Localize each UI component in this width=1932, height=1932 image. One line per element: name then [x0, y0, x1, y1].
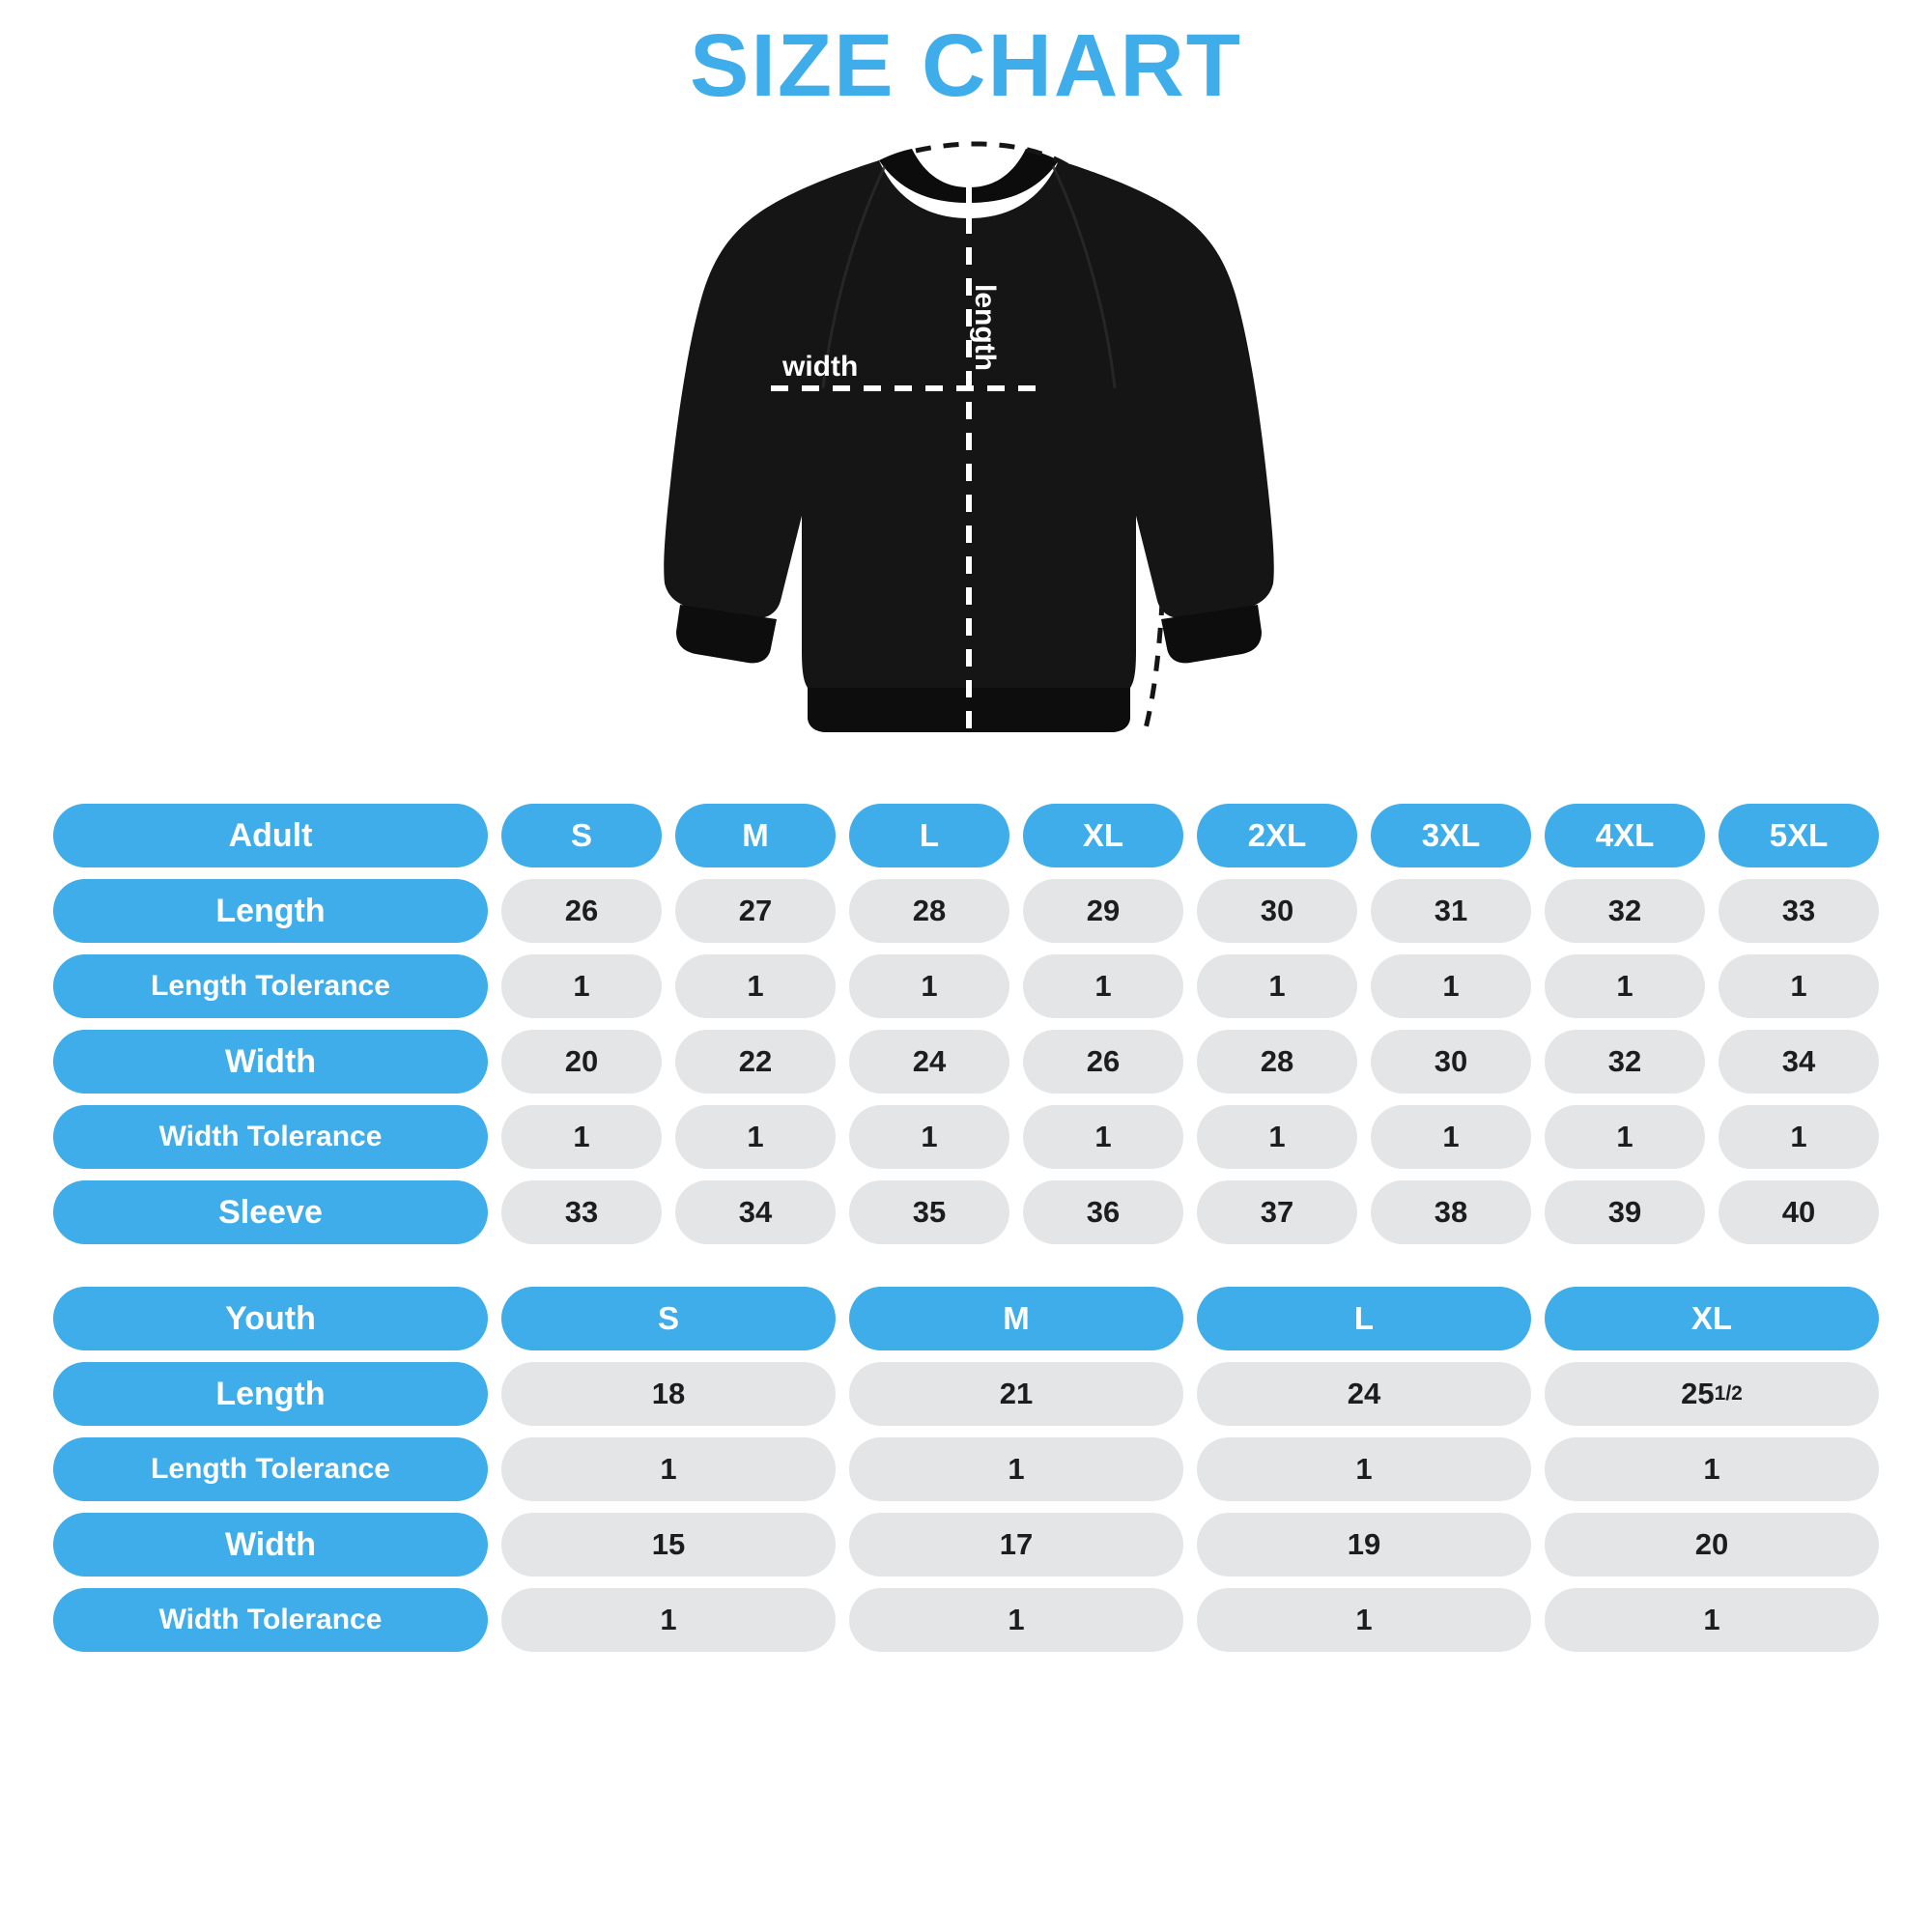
table-cell: 1 [1545, 1437, 1879, 1501]
table-cell: 1 [1371, 954, 1531, 1018]
column-header: XL [1545, 1287, 1879, 1350]
table-cell: 1 [1719, 1105, 1879, 1169]
table-cell: 17 [849, 1513, 1183, 1577]
table-row [53, 1105, 1879, 1169]
row-label: Width [53, 1030, 488, 1094]
youth-size-table [53, 1287, 1879, 1652]
table-cell: 27 [675, 879, 836, 943]
length-label: length [969, 284, 1001, 371]
adult-header-row [53, 804, 1879, 867]
row-label: Length [53, 1362, 488, 1426]
table-cell: 35 [849, 1180, 1009, 1244]
table-cell: 34 [675, 1180, 836, 1244]
column-header: 5XL [1719, 804, 1879, 867]
table-row [53, 1180, 1879, 1244]
sweatshirt-diagram [657, 129, 1275, 767]
youth-table-label: Youth [53, 1287, 488, 1350]
row-values [501, 1362, 1879, 1426]
row-label: Width [53, 1513, 488, 1577]
column-header: 4XL [1545, 804, 1705, 867]
table-cell: 30 [1197, 879, 1357, 943]
table-cell: 31 [1371, 879, 1531, 943]
table-cell: 1 [1719, 954, 1879, 1018]
table-cell: 1 [1545, 1588, 1879, 1652]
garment-illustration [53, 118, 1879, 794]
table-row [53, 954, 1879, 1018]
row-values [501, 1513, 1879, 1577]
table-cell: 1 [849, 1105, 1009, 1169]
adult-size-columns [501, 804, 1879, 867]
table-cell: 15 [501, 1513, 836, 1577]
table-cell: 32 [1545, 879, 1705, 943]
column-header: XL [1023, 804, 1183, 867]
table-cell: 38 [1371, 1180, 1531, 1244]
table-cell: 18 [501, 1362, 836, 1426]
table-row [53, 1030, 1879, 1094]
row-label: Sleeve [53, 1180, 488, 1244]
table-cell: 1 [1197, 1105, 1357, 1169]
table-cell: 26 [1023, 1030, 1183, 1094]
table-cell-fraction: 25 1/2 [1545, 1362, 1879, 1426]
row-label: Width Tolerance [53, 1105, 488, 1169]
table-cell: 1 [501, 1105, 662, 1169]
table-cell: 28 [849, 879, 1009, 943]
table-cell: 32 [1545, 1030, 1705, 1094]
table-cell: 34 [1719, 1030, 1879, 1094]
table-cell: 1 [849, 954, 1009, 1018]
row-label: Width Tolerance [53, 1588, 488, 1652]
table-cell: 28 [1197, 1030, 1357, 1094]
table-cell: 1 [1197, 1588, 1531, 1652]
table-cell: 39 [1545, 1180, 1705, 1244]
row-values [501, 1588, 1879, 1652]
sweatshirt-icon [657, 129, 1275, 767]
table-cell: 19 [1197, 1513, 1531, 1577]
column-header: S [501, 804, 662, 867]
youth-size-columns [501, 1287, 1879, 1350]
table-cell: 33 [1719, 879, 1879, 943]
table-cell: 1 [1545, 954, 1705, 1018]
row-values [501, 1105, 1879, 1169]
row-values [501, 1030, 1879, 1094]
adult-size-table [53, 804, 1879, 1244]
row-values [501, 879, 1879, 943]
table-cell: 36 [1023, 1180, 1183, 1244]
table-cell: 1 [1197, 1437, 1531, 1501]
table-cell: 1 [1023, 1105, 1183, 1169]
column-header: 2XL [1197, 804, 1357, 867]
table-cell: 1 [501, 1437, 836, 1501]
table-cell: 33 [501, 1180, 662, 1244]
table-cell: 1 [1371, 1105, 1531, 1169]
table-row [53, 1362, 1879, 1426]
youth-header-row [53, 1287, 1879, 1350]
row-label: Length Tolerance [53, 954, 488, 1018]
table-cell: 30 [1371, 1030, 1531, 1094]
table-cell: 20 [501, 1030, 662, 1094]
column-header: L [849, 804, 1009, 867]
sleeve-label: sleeve [1133, 238, 1190, 329]
row-values [501, 954, 1879, 1018]
table-cell: 1 [1545, 1105, 1705, 1169]
table-cell: 1 [1197, 954, 1357, 1018]
row-label: Length [53, 879, 488, 943]
adult-table-label: Adult [53, 804, 488, 867]
table-cell: 1 [849, 1437, 1183, 1501]
row-values [501, 1180, 1879, 1244]
table-row [53, 1588, 1879, 1652]
table-row [53, 1513, 1879, 1577]
table-row [53, 1437, 1879, 1501]
table-cell: 26 [501, 879, 662, 943]
width-label: width [782, 351, 859, 383]
table-cell: 24 [1197, 1362, 1531, 1426]
table-cell: 40 [1719, 1180, 1879, 1244]
row-label: Length Tolerance [53, 1437, 488, 1501]
table-row [53, 879, 1879, 943]
table-cell: 21 [849, 1362, 1183, 1426]
table-cell: 1 [501, 1588, 836, 1652]
table-cell: 29 [1023, 879, 1183, 943]
table-cell: 1 [1023, 954, 1183, 1018]
table-cell: 1 [675, 1105, 836, 1169]
row-values [501, 1437, 1879, 1501]
table-cell: 24 [849, 1030, 1009, 1094]
table-cell: 1 [675, 954, 836, 1018]
column-header: M [675, 804, 836, 867]
table-cell: 22 [675, 1030, 836, 1094]
column-header: M [849, 1287, 1183, 1350]
page-title: SIZE CHART [690, 16, 1242, 115]
table-cell: 1 [501, 954, 662, 1018]
table-cell: 20 [1545, 1513, 1879, 1577]
table-cell: 37 [1197, 1180, 1357, 1244]
column-header: 3XL [1371, 804, 1531, 867]
column-header: L [1197, 1287, 1531, 1350]
column-header: S [501, 1287, 836, 1350]
table-cell: 1 [849, 1588, 1183, 1652]
